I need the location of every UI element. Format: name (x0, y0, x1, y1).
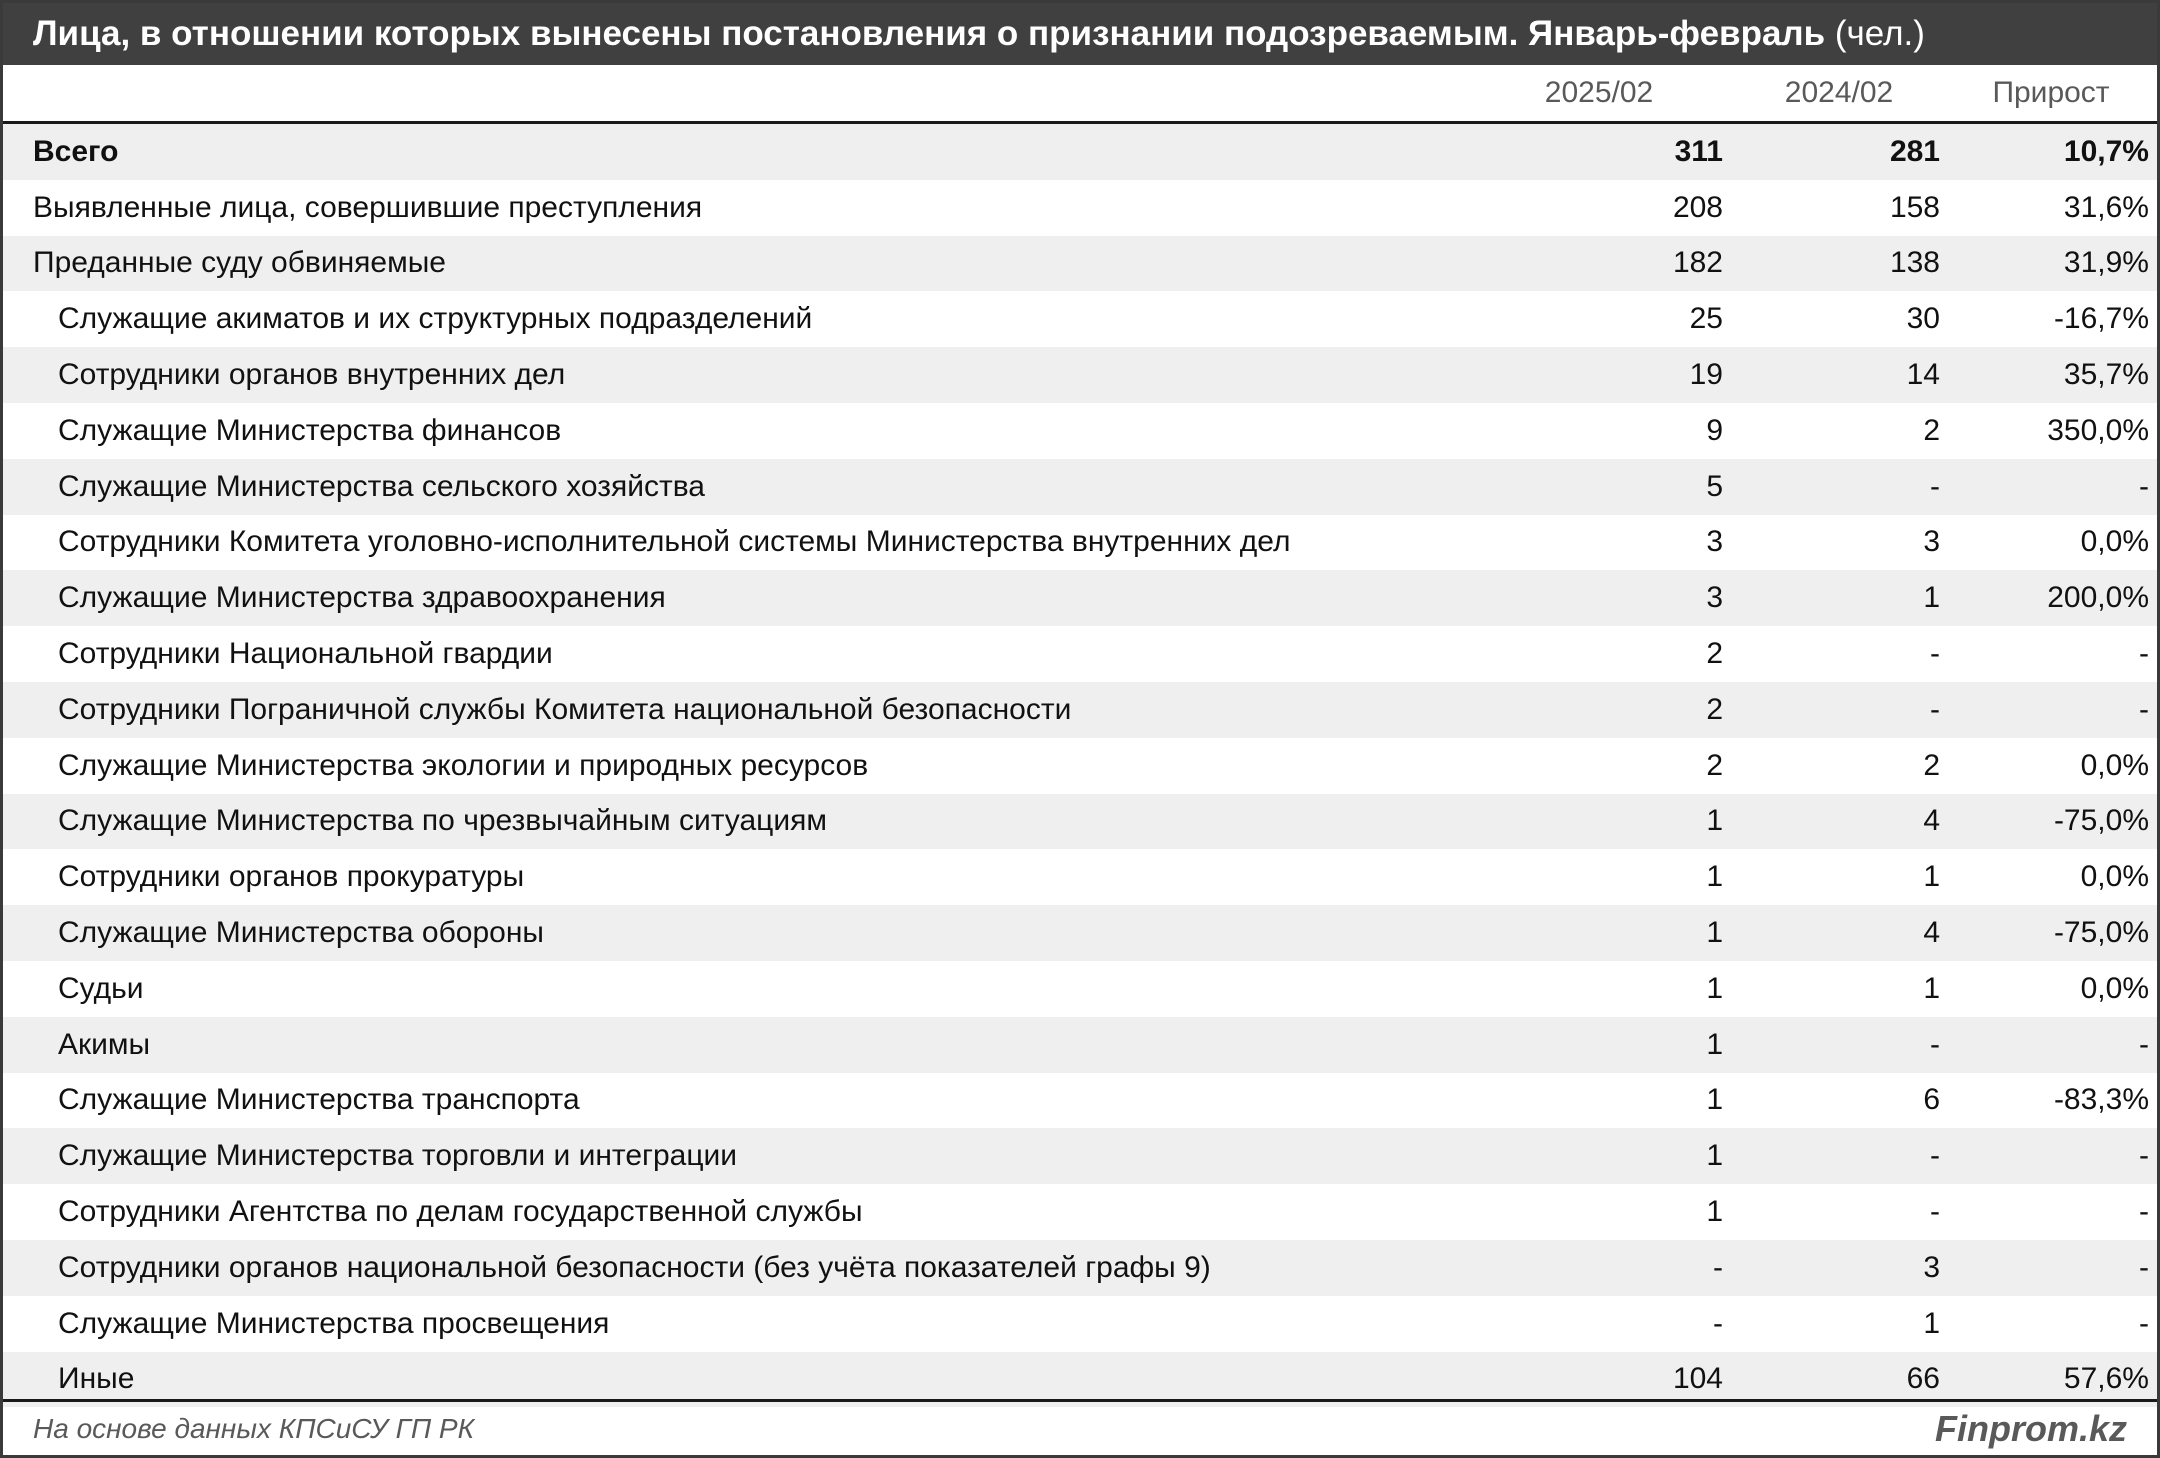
row-label: Служащие Министерства экологии и природных ресурсов (58, 748, 869, 782)
cell-growth: 0,0% (2080, 860, 2149, 894)
cell-2024: 4 (1923, 916, 1940, 950)
table-row (3, 1184, 2157, 1240)
column-header-2024: 2024/02 (1784, 76, 1894, 109)
row-label: Судьи (58, 971, 144, 1005)
row-label: Сотрудники Агентства по делам государственной службы (58, 1195, 863, 1229)
cell-2024: 1 (1923, 1306, 1940, 1340)
cell-growth: - (2139, 637, 2149, 671)
table-row (3, 515, 2157, 571)
table-row (3, 1017, 2157, 1073)
cell-growth: - (2139, 469, 2149, 503)
cell-growth: -75,0% (2053, 804, 2149, 838)
cell-growth: 35,7% (2063, 358, 2149, 392)
row-label: Сотрудники Комитета уголовно-исполнительной системы Министерства внутренних дел (58, 525, 1291, 559)
cell-2025: 25 (1689, 302, 1723, 336)
cell-2024: - (1930, 637, 1940, 671)
cell-2025: 2 (1706, 692, 1723, 726)
table-row (3, 459, 2157, 515)
row-label: Сотрудники Пограничной службы Комитета национальной безопасности (58, 692, 1072, 726)
table-row (3, 124, 2157, 180)
row-label: Служащие Министерства по чрезвычайным ситуациям (58, 804, 827, 838)
table-row (3, 1240, 2157, 1296)
cell-2024: 6 (1923, 1083, 1940, 1117)
cell-2024: 4 (1923, 804, 1940, 838)
cell-growth: -16,7% (2053, 302, 2149, 336)
cell-2024: 3 (1923, 525, 1940, 559)
cell-2024: 158 (1889, 190, 1940, 224)
cell-2025: - (1713, 1250, 1723, 1284)
column-header-row (3, 65, 2157, 124)
cell-2024: 2 (1923, 748, 1940, 782)
row-label: Преданные суду обвиняемые (33, 246, 446, 280)
table-row (3, 849, 2157, 905)
table-row (3, 961, 2157, 1017)
cell-growth: -75,0% (2053, 916, 2149, 950)
cell-growth: - (2139, 1195, 2149, 1229)
table-title: Лица, в отношении которых вынесены постановления о признании подозреваемым. Январь-февраль (33, 14, 1826, 53)
cell-growth: 0,0% (2080, 525, 2149, 559)
table-row (3, 1073, 2157, 1129)
cell-2024: - (1930, 1195, 1940, 1229)
column-header-2025: 2025/02 (1544, 76, 1654, 109)
cell-2024: 1 (1923, 971, 1940, 1005)
cell-2025: 1 (1706, 860, 1723, 894)
cell-2025: 1 (1706, 916, 1723, 950)
row-label: Служащие Министерства финансов (58, 413, 562, 447)
cell-growth: 31,6% (2063, 190, 2149, 224)
row-label: Сотрудники органов прокуратуры (58, 860, 525, 894)
table-row (3, 738, 2157, 794)
cell-2024: - (1930, 1139, 1940, 1173)
row-label: Служащие Министерства просвещения (58, 1306, 610, 1340)
source-note: На основе данных КПСиСУ ГП РК (33, 1412, 475, 1444)
cell-2025: 1 (1706, 971, 1723, 1005)
cell-2025: 3 (1706, 581, 1723, 615)
cell-2025: - (1713, 1306, 1723, 1340)
table-row (3, 570, 2157, 626)
column-header-growth: Прирост (1992, 76, 2110, 109)
cell-growth: -83,3% (2053, 1083, 2149, 1117)
table-row (3, 347, 2157, 403)
table-unit: (чел.) (1834, 14, 1925, 53)
table-row (3, 794, 2157, 850)
row-label: Акимы (58, 1027, 151, 1061)
cell-2024: - (1930, 692, 1940, 726)
cell-2024: - (1930, 469, 1940, 503)
cell-2025: 2 (1706, 748, 1723, 782)
cell-2025: 19 (1689, 358, 1723, 392)
cell-2024: 3 (1923, 1250, 1940, 1284)
cell-2024: 2 (1923, 413, 1940, 447)
row-label: Выявленные лица, совершившие преступления (33, 190, 703, 224)
table-row (3, 180, 2157, 236)
cell-2025: 1 (1706, 1083, 1723, 1117)
row-label: Сотрудники Национальной гвардии (58, 637, 553, 671)
row-label: Служащие Министерства транспорта (58, 1083, 580, 1117)
row-label: Служащие акиматов и их структурных подразделений (58, 302, 813, 336)
cell-growth: 57,6% (2063, 1362, 2149, 1396)
table-body (3, 124, 2157, 1407)
cell-2024: - (1930, 1027, 1940, 1061)
cell-2025: 104 (1672, 1362, 1723, 1396)
table-row (3, 403, 2157, 459)
cell-2024: 14 (1906, 358, 1940, 392)
cell-growth: - (2139, 1306, 2149, 1340)
table-row (3, 1128, 2157, 1184)
cell-2025: 9 (1706, 413, 1723, 447)
cell-2024: 1 (1923, 581, 1940, 615)
cell-2025: 1 (1706, 1195, 1723, 1229)
table-footer (3, 1399, 2157, 1455)
cell-2025: 2 (1706, 637, 1723, 671)
cell-2024: 281 (1889, 134, 1940, 168)
row-label: Иные (58, 1362, 135, 1396)
cell-growth: 31,9% (2063, 246, 2149, 280)
cell-2025: 208 (1672, 190, 1723, 224)
cell-growth: - (2139, 692, 2149, 726)
table-row (3, 291, 2157, 347)
table-row (3, 905, 2157, 961)
cell-growth: - (2139, 1139, 2149, 1173)
cell-growth: 0,0% (2080, 971, 2149, 1005)
row-label: Сотрудники органов национальной безопасности (без учёта показателей графы 9) (58, 1250, 1211, 1284)
cell-growth: 0,0% (2080, 748, 2149, 782)
cell-2025: 1 (1706, 1139, 1723, 1173)
row-label: Сотрудники органов внутренних дел (58, 358, 566, 392)
cell-growth: 350,0% (2047, 413, 2149, 447)
cell-2024: 138 (1889, 246, 1940, 280)
cell-2025: 182 (1672, 246, 1723, 280)
cell-2025: 1 (1706, 804, 1723, 838)
cell-2024: 30 (1906, 302, 1940, 336)
table-row (3, 236, 2157, 292)
cell-2025: 1 (1706, 1027, 1723, 1061)
table-row (3, 1296, 2157, 1352)
row-label: Служащие Министерства здравоохранения (58, 581, 666, 615)
cell-2025: 3 (1706, 525, 1723, 559)
cell-2025: 5 (1706, 469, 1723, 503)
cell-growth: 200,0% (2047, 581, 2149, 615)
table-title-bar (3, 3, 2157, 65)
table-row (3, 626, 2157, 682)
cell-growth: - (2139, 1027, 2149, 1061)
cell-growth: - (2139, 1250, 2149, 1284)
row-label: Служащие Министерства обороны (58, 916, 544, 950)
cell-2025: 311 (1674, 134, 1723, 168)
row-label: Служащие Министерства сельского хозяйства (58, 469, 705, 503)
cell-growth: 10,7% (2063, 134, 2149, 168)
table-row (3, 682, 2157, 738)
cell-2024: 66 (1906, 1362, 1940, 1396)
row-label: Всего (33, 134, 119, 168)
row-label: Служащие Министерства торговли и интеграции (58, 1139, 738, 1173)
cell-2024: 1 (1923, 860, 1940, 894)
brand-logo-text: Finprom.kz (1934, 1407, 2127, 1449)
